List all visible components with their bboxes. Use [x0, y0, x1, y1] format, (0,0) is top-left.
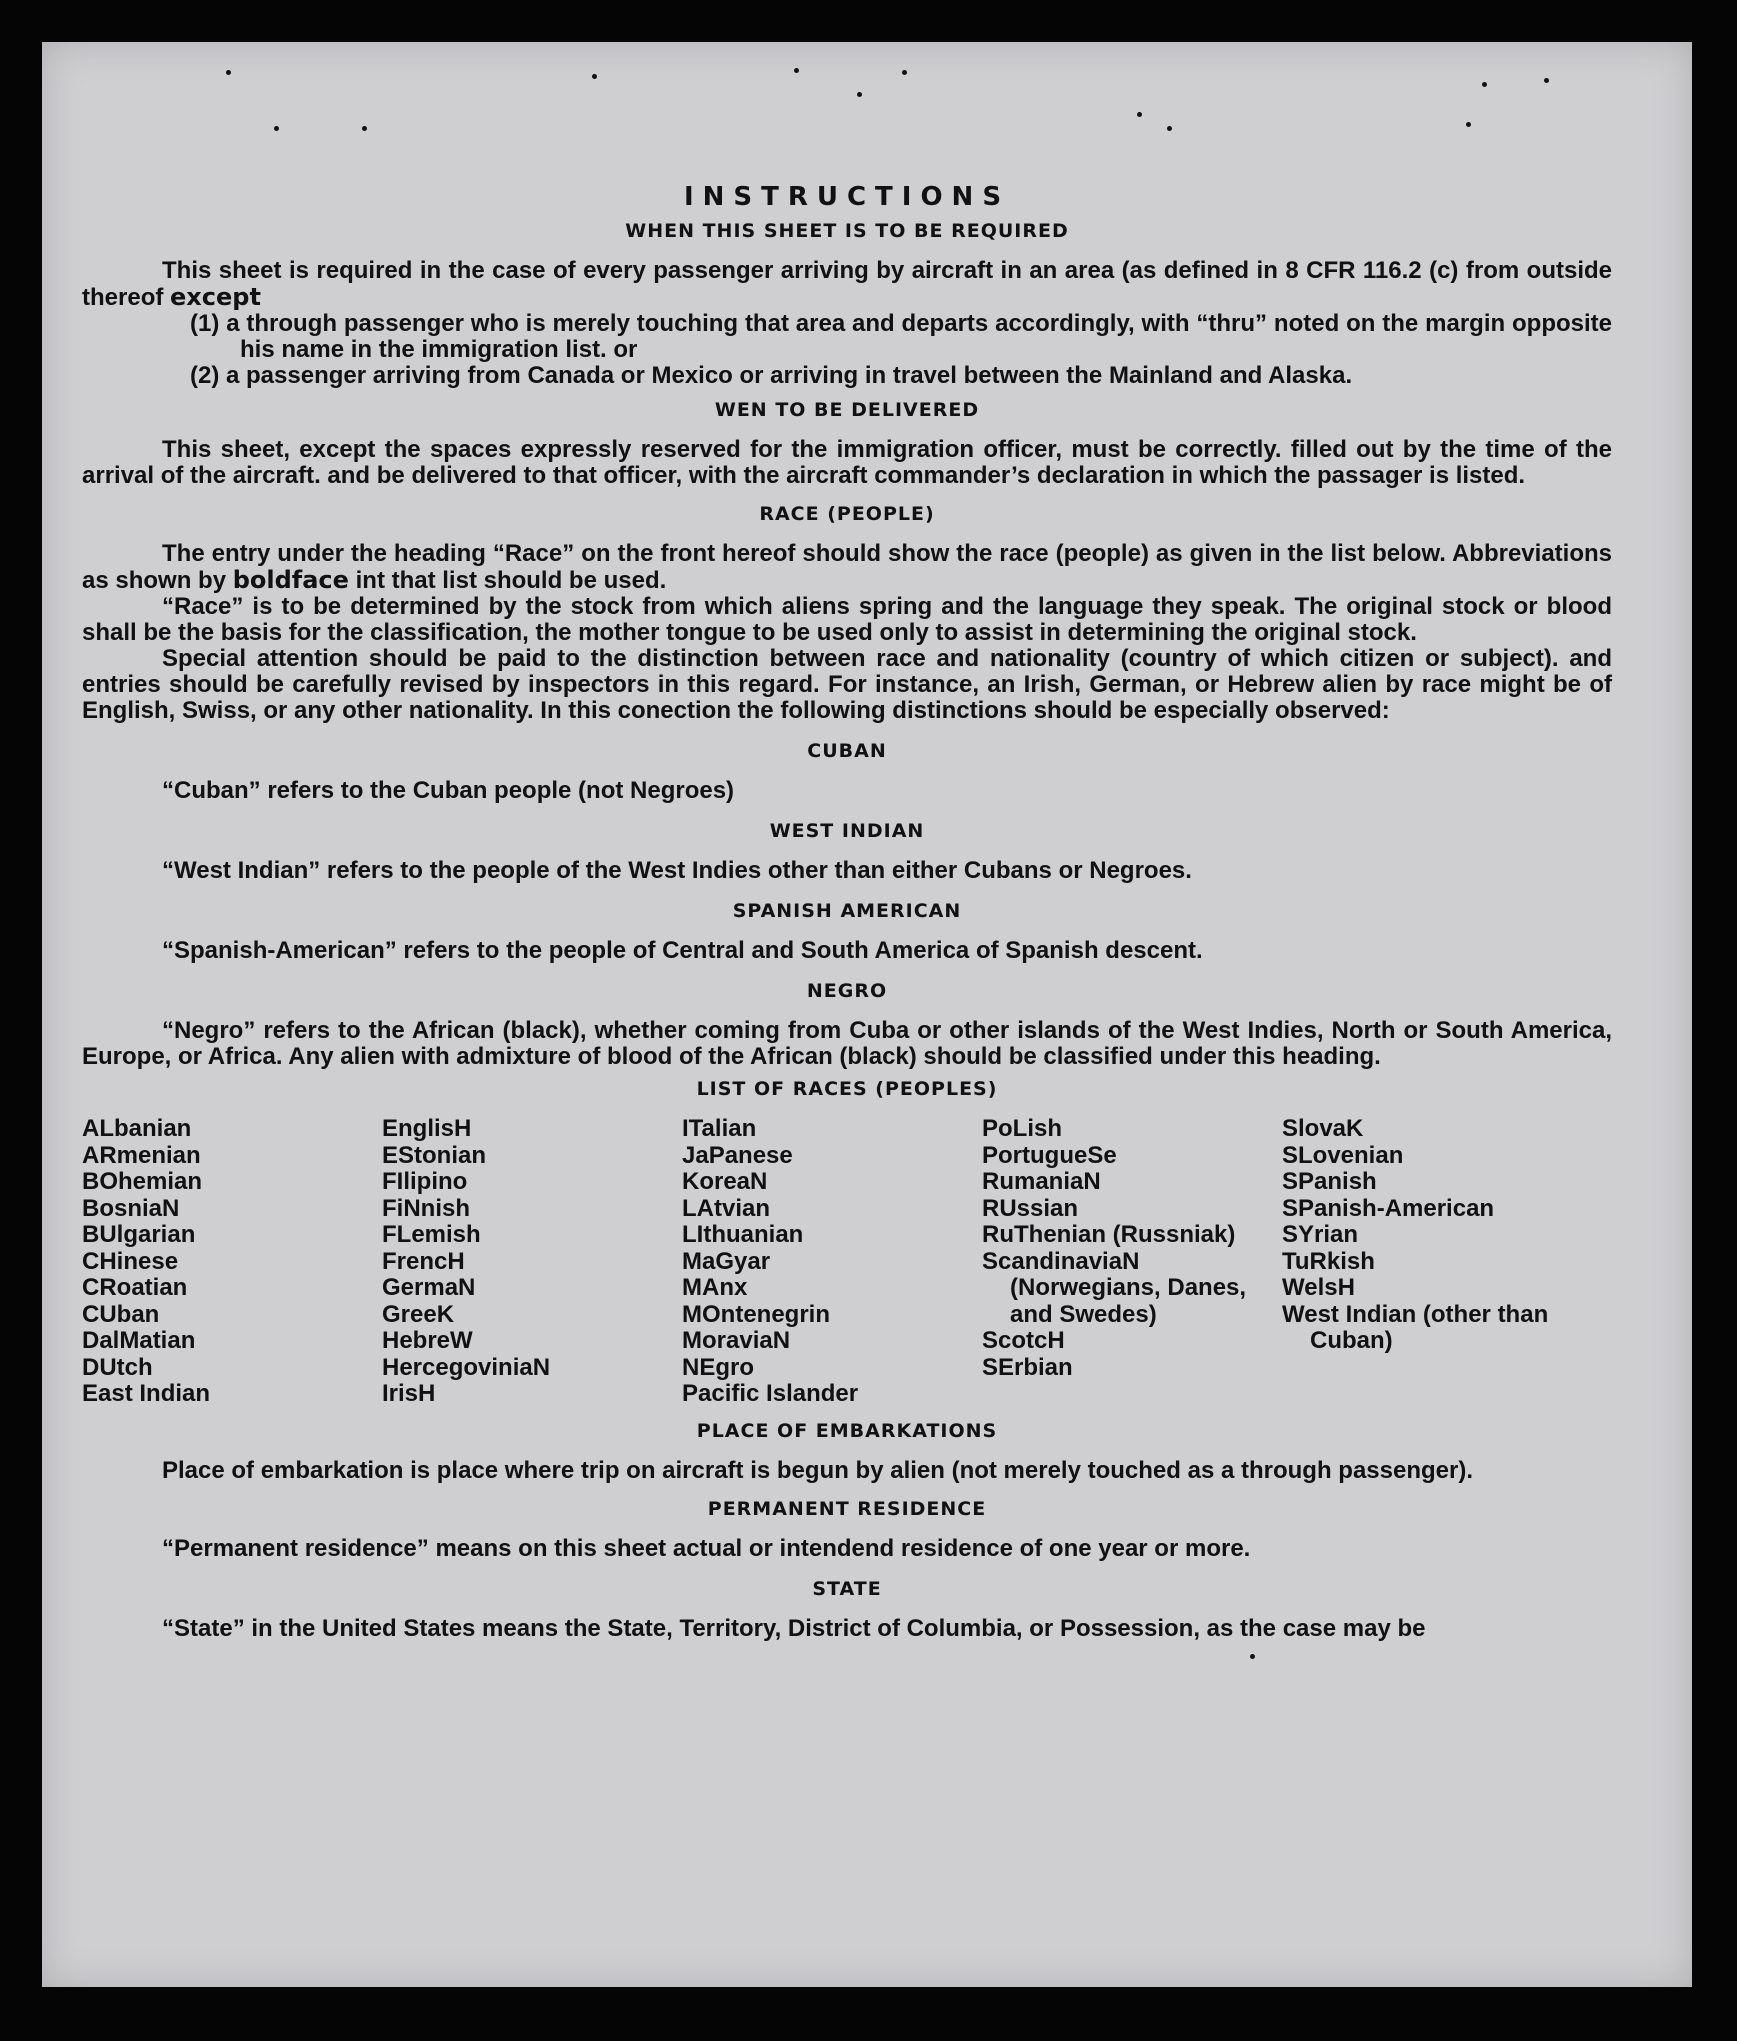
heading-embarkation: PLACE OF EMBARKATIONS: [696, 1419, 998, 1442]
race-entry: SLovenian: [1282, 1141, 1404, 1169]
permanent-residence-text: “Permanent residence” means on this sheet actual or intendend residence of one year or more.: [162, 1534, 1251, 1562]
race-entry: GreeK: [382, 1300, 455, 1328]
race-list: [82, 1116, 1612, 1408]
race-entry: SErbian: [982, 1353, 1073, 1381]
race-entry: ScotcH: [982, 1327, 1065, 1354]
race-entry: ITalian: [682, 1115, 757, 1142]
scan-speck: [362, 126, 367, 131]
race-entry: WelsH: [1282, 1274, 1355, 1301]
race-paragraph-3: Special attention should be paid to the distinction between race and nationality (country of which citizen or subject). and entries should be carefully revised by inspectors in this regard. For instance, an Irish, German, or Hebrew alien by race might be of English, Swiss, or any other nationality. In this conection the following distinctions should be especially observed:: [82, 645, 1612, 724]
race-entry: SlovaK: [1282, 1115, 1364, 1142]
race-entry: HercegoviniaN: [382, 1353, 551, 1381]
race-entry: MAnx: [682, 1274, 748, 1301]
spanish-american-definition: “Spanish-American” refers to the people of Central and South America of Spanish descent.: [162, 937, 1203, 964]
race-entry: FrencH: [382, 1247, 465, 1275]
state-text: “State” in the United States means the State, Territory, District of Columbia, or Possession, as the case may be: [162, 1614, 1426, 1642]
race-entry: KoreaN: [682, 1168, 768, 1195]
race-entry: RuThenian (Russniak): [982, 1221, 1236, 1248]
race-entry: BOhemian: [82, 1168, 203, 1195]
race-entry: East Indian: [82, 1380, 211, 1407]
scan-speck: [274, 126, 279, 131]
race-entry: DUtch: [82, 1353, 153, 1381]
race-entry: West Indian (other than Cuban): [1282, 1300, 1549, 1354]
heading-when-delivered: WEN TO BE DELIVERED: [714, 399, 980, 421]
race-entry: IrisH: [382, 1380, 436, 1407]
race-column-2: [382, 1116, 682, 1408]
heading-when-required: WHEN THIS SHEET IS TO BE REQUIRED: [625, 220, 1069, 242]
when-required-item-2: (2) a passenger arriving from Canada or Mexico or arriving in travel between the Mainland and Alaska.: [190, 362, 1353, 389]
scan-speck: [794, 68, 799, 73]
race-entry: CRoatian: [82, 1274, 188, 1301]
race-entry: GermaN: [382, 1274, 476, 1301]
race-entry: MaGyar: [682, 1247, 771, 1275]
race-entry: FiNnish: [382, 1194, 470, 1222]
race-entry: SYrian: [1282, 1221, 1359, 1248]
heading-spanish-american: SPANISH AMERICAN: [732, 900, 962, 922]
race-column-4: [982, 1116, 1282, 1408]
race-entry: PortugueSe: [982, 1141, 1117, 1169]
scan-speck: [1544, 78, 1549, 83]
race-entry: PoLish: [982, 1115, 1063, 1142]
scan-speck: [1466, 122, 1471, 127]
heading-west-indian: WEST INDIAN: [769, 820, 925, 842]
heading-race: RACE (PEOPLE): [759, 503, 935, 525]
heading-permanent-residence: PERMANENT RESIDENCE: [707, 1497, 987, 1520]
heading-list-of-races: LIST OF RACES (PEOPLES): [696, 1078, 998, 1100]
race-entry: FIlipino: [382, 1168, 468, 1195]
race-entry: CHinese: [82, 1247, 179, 1275]
scan-speck: [857, 92, 862, 97]
race-entry: CUban: [82, 1300, 160, 1328]
race-entry: MoraviaN: [682, 1327, 791, 1354]
heading-negro: NEGRO: [806, 980, 888, 1002]
scan-speck: [1137, 112, 1142, 117]
instructions-title: INSTRUCTIONS: [683, 182, 1011, 212]
race-entry: SPanish: [1282, 1168, 1377, 1195]
scan-speck: [592, 74, 597, 79]
race-column-3: [682, 1116, 982, 1408]
race-entry: ALbanian: [82, 1115, 192, 1142]
scan-speck: [226, 70, 231, 75]
race-entry: EStonian: [382, 1141, 487, 1169]
when-required-item-1: (1) a through passenger who is merely touching that area and departs accordingly, with “thru” noted on the margin opposite his name in the immigration list. or: [190, 310, 1612, 363]
scan-speck: [1167, 126, 1172, 131]
race-entry: SPanish-American: [1282, 1194, 1495, 1222]
heading-state: STATE: [812, 1577, 882, 1600]
instructions-content: [82, 182, 1612, 1642]
race-entry: MOntenegrin: [682, 1300, 830, 1328]
embarkation-text: Place of embarkation is place where trip on aircraft is begun by alien (not merely touched as a through passenger).: [162, 1456, 1473, 1484]
race-entry: TuRkish: [1282, 1247, 1375, 1275]
negro-definition: “Negro” refers to the African (black), whether coming from Cuba or other islands of the West Indies, North or South America, Europe, or Africa. Any alien with admixture of blood of the African (black) should be classified under this heading.: [82, 1017, 1612, 1070]
west-indian-definition: “West Indian” refers to the people of the West Indies other than either Cubans or Negroes.: [162, 857, 1192, 884]
when-required-intro: This sheet is required in the case of every passenger arriving by aircraft in an area (as defined in 8 CFR 116.2 (c) from outside thereof except: [82, 257, 1612, 311]
cuban-definition: “Cuban” refers to the Cuban people (not Negroes): [162, 777, 735, 804]
race-entry: JaPanese: [682, 1141, 793, 1169]
race-paragraph-2: “Race” is to be determined by the stock from which aliens spring and the language they speak. The original stock or blood shall be the basis for the classification, the mother tongue to be used only to assist in determining the original stock.: [82, 593, 1612, 646]
race-entry: NEgro: [682, 1353, 754, 1381]
scan-speck: [1482, 82, 1487, 87]
race-entry: RUssian: [982, 1194, 1079, 1222]
race-entry: ARmenian: [82, 1141, 201, 1169]
race-entry: DalMatian: [82, 1327, 196, 1354]
race-column-5: [1282, 1116, 1582, 1408]
race-entry: Pacific Islander: [682, 1380, 859, 1407]
race-entry: RumaniaN: [982, 1168, 1101, 1195]
race-entry: LIthuanian: [682, 1221, 804, 1248]
race-entry: FLemish: [382, 1221, 481, 1248]
race-entry: HebreW: [382, 1327, 473, 1354]
scan-speck: [1250, 1654, 1255, 1659]
race-entry: BUlgarian: [82, 1221, 196, 1248]
when-delivered-text: This sheet, except the spaces expressly reserved for the immigration officer, must be correctly. filled out by the time of the arrival of the aircraft. and be delivered to that officer, with the aircraft commander’s declaration in which the passager is listed.: [82, 436, 1612, 489]
race-column-1: [82, 1116, 382, 1408]
document-sheet: [42, 42, 1692, 1987]
race-paragraph-1: The entry under the heading “Race” on the front hereof should show the race (people) as given in the list below. Abbreviations as shown by boldface int that list should be used.: [82, 540, 1612, 594]
race-entry: LAtvian: [682, 1194, 771, 1222]
race-entry: BosniaN: [82, 1194, 180, 1222]
scan-speck: [902, 70, 907, 75]
race-entry: ScandinaviaN (Norwegians, Danes, and Swedes): [982, 1247, 1247, 1328]
race-entry: EnglisH: [382, 1115, 472, 1142]
heading-cuban: CUBAN: [807, 740, 887, 762]
